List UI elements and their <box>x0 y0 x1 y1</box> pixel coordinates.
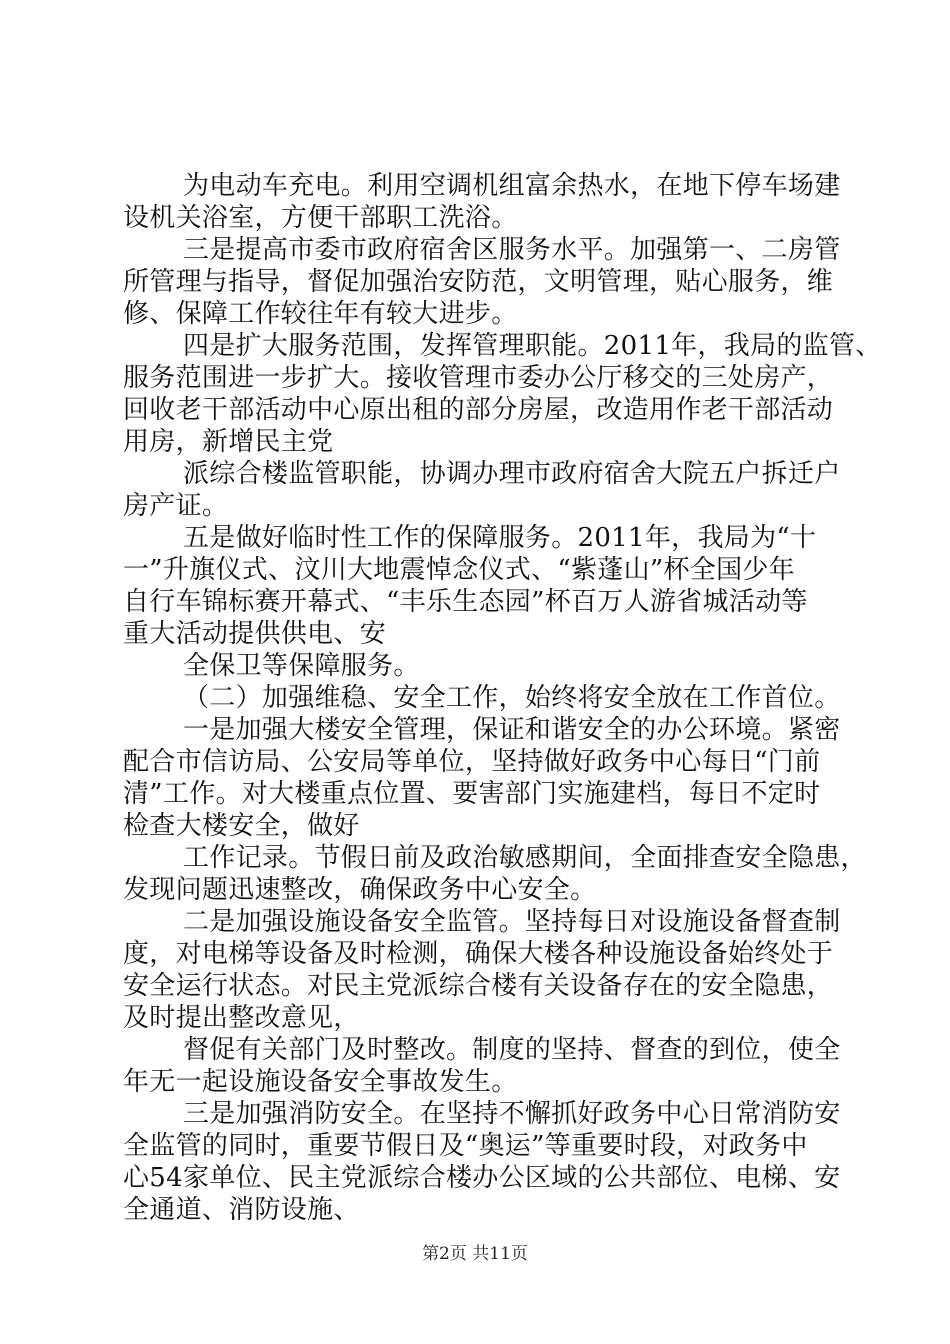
text-line: 及时提出整改意见， <box>123 1003 360 1033</box>
text-line: 全保卫等保障服务。 <box>183 651 420 681</box>
text-line: 修、保障工作较往年有较大进步。 <box>123 299 518 329</box>
text-line: 四是扩大服务范围，发挥管理职能。2011年，我局的监管、 <box>183 331 882 361</box>
text-line: 五是做好临时性工作的保障服务。2011年，我局为“十 <box>183 523 817 553</box>
text-line: 度，对电梯等设备及时检测，确保大楼各种设施设备始终处于 <box>123 939 834 969</box>
text-line: 发现问题迅速整改，确保政务中心安全。 <box>123 875 597 905</box>
text-line: 用房，新增民主党 <box>123 427 334 457</box>
text-line: 回收老干部活动中心原出租的部分房屋，改造用作老干部活动 <box>123 395 834 425</box>
text-line: 自行车锦标赛开幕式、“丰乐生态园”杯百万人游省城活动等 <box>123 587 808 617</box>
text-line: 三是加强消防安全。在坚持不懈抓好政务中心日常消防安 <box>183 1099 841 1129</box>
text-line: 所管理与指导，督促加强治安防范，文明管理，贴心服务，维 <box>123 267 834 297</box>
document-body <box>123 170 882 1226</box>
page-footer <box>0 1244 950 1264</box>
text-line: 为电动车充电。利用空调机组富余热水，在地下停车场建 <box>183 171 841 201</box>
text-line: 清”工作。对大楼重点位置、要害部门实施建档，每日不定时 <box>123 779 821 809</box>
text-line: 房产证。 <box>123 491 229 521</box>
text-line: 心54家单位、民主党派综合楼办公区域的公共部位、电梯、安 <box>123 1163 841 1193</box>
text-line: 督促有关部门及时整改。制度的坚持、督查的到位，使全 <box>183 1035 841 1065</box>
text-line: 检查大楼安全，做好 <box>123 811 360 841</box>
text-line: 安全运行状态。对民主党派综合楼有关设备存在的安全隐患， <box>123 971 834 1001</box>
text-line: 派综合楼监管职能，协调办理市政府宿舍大院五户拆迁户 <box>183 459 841 489</box>
text-line: 服务范围进一步扩大。接收管理市委办公厅移交的三处房产， <box>123 363 834 393</box>
text-line: 重大活动提供供电、安 <box>123 619 387 649</box>
page-number-label: 第2页 共11页 <box>422 1244 528 1264</box>
text-line: 工作记录。节假日前及政治敏感期间，全面排查安全隐患， <box>183 843 867 873</box>
text-line: 年无一起设施设备安全事故发生。 <box>123 1067 518 1097</box>
text-line: （二）加强维稳、安全工作，始终将安全放在工作首位。 <box>183 683 841 713</box>
text-line: 配合市信访局、公安局等单位，坚持做好政务中心每日“门前 <box>123 747 821 777</box>
text-line: 全通道、消防设施、 <box>123 1195 360 1225</box>
text-line: 一”升旗仪式、汶川大地震悼念仪式、“紫蓬山”杯全国少年 <box>123 555 795 585</box>
text-line: 三是提高市委市政府宿舍区服务水平。加强第一、二房管 <box>183 235 841 265</box>
text-line: 设机关浴室，方便干部职工洗浴。 <box>123 203 518 233</box>
text-line: 二是加强设施设备安全监管。坚持每日对设施设备督查制 <box>183 907 841 937</box>
text-line: 一是加强大楼安全管理，保证和谐安全的办公环境。紧密 <box>183 715 841 745</box>
text-line: 全监管的同时，重要节假日及“奥运”等重要时段，对政务中 <box>123 1131 808 1161</box>
